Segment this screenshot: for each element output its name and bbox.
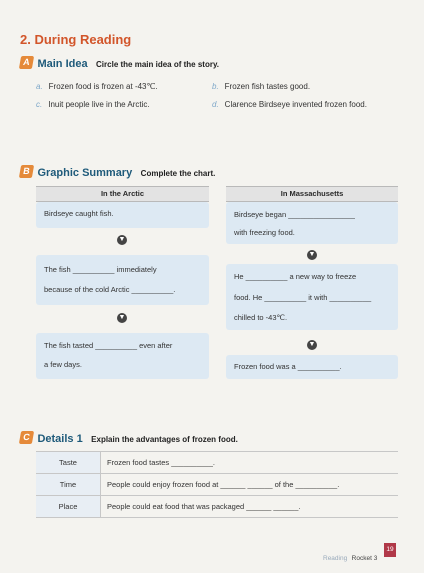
arrow-down-icon: ▼ xyxy=(308,341,316,348)
main-idea-title: Main Idea xyxy=(37,58,88,70)
footer-label: Reading xyxy=(323,555,348,562)
arctic-box-2 xyxy=(36,255,209,305)
row-text: People could eat food that was packaged ______ ______. xyxy=(101,496,399,518)
box-line: Birdseye caught fish. xyxy=(44,209,114,218)
massachusetts-column-header: In Massachusetts xyxy=(226,186,398,202)
box-line: with freezing food. xyxy=(234,228,295,237)
option-text: Inuit people live in the Arctic. xyxy=(48,100,150,109)
arrow-down-icon: ▼ xyxy=(118,236,126,243)
massachusetts-box-3 xyxy=(226,355,398,379)
box-line: Frozen food was a __________. xyxy=(234,362,342,371)
box-line: The fish tasted __________ even after xyxy=(44,341,173,350)
graphic-summary-instruction: Complete the chart. xyxy=(140,169,216,178)
row-label: Time xyxy=(36,474,101,496)
box-line: chilled to -43℃. xyxy=(234,313,288,322)
main-idea-option-b[interactable] xyxy=(212,82,310,91)
table-row xyxy=(36,452,398,474)
main-idea-option-c[interactable] xyxy=(36,100,150,109)
row-label: Place xyxy=(36,496,101,518)
page-number: 19 xyxy=(384,543,396,557)
table-row xyxy=(36,496,398,518)
arctic-column-header: In the Arctic xyxy=(36,186,209,202)
arctic-box-3 xyxy=(36,333,209,379)
option-letter: a. xyxy=(36,82,43,91)
option-letter: b. xyxy=(212,82,219,91)
box-line: a few days. xyxy=(44,360,82,369)
footer-brand: Rocket 3 xyxy=(351,555,378,562)
option-letter: c. xyxy=(36,100,43,109)
details-table xyxy=(36,451,398,518)
massachusetts-box-2 xyxy=(226,264,398,330)
details-instruction: Explain the advantages of frozen food. xyxy=(91,435,238,444)
details-badge: C xyxy=(19,431,34,444)
arrow-down-icon: ▼ xyxy=(308,251,316,258)
section-title: 2. During Reading xyxy=(20,32,132,47)
row-label: Taste xyxy=(36,452,101,474)
main-idea-instruction: Circle the main idea of the story. xyxy=(96,60,220,69)
main-idea-option-d[interactable] xyxy=(212,100,367,109)
option-text: Frozen food is frozen at -43℃. xyxy=(48,82,158,91)
massachusetts-box-1 xyxy=(226,202,398,244)
table-row xyxy=(36,474,398,496)
row-text: Frozen food tastes __________. xyxy=(101,452,399,474)
option-letter: d. xyxy=(212,100,219,109)
main-idea-option-a[interactable] xyxy=(36,82,158,91)
arrow-down-icon: ▼ xyxy=(118,314,126,321)
box-line: The fish __________ immediately xyxy=(44,265,157,274)
option-text: Frozen fish tastes good. xyxy=(224,82,311,91)
graphic-summary-title: Graphic Summary xyxy=(37,167,133,179)
box-line: He __________ a new way to freeze xyxy=(234,272,357,281)
option-text: Clarence Birdseye invented frozen food. xyxy=(224,100,367,109)
graphic-summary-badge: B xyxy=(19,165,34,178)
box-line: food. He __________ it with __________ xyxy=(234,293,372,302)
arctic-box-1 xyxy=(36,202,209,228)
row-text: People could enjoy frozen food at ______ ______ of the __________. xyxy=(101,474,399,496)
footer-book-title xyxy=(323,547,377,565)
graphic-summary-heading xyxy=(20,163,215,181)
details-title: Details 1 xyxy=(37,433,83,445)
details-heading xyxy=(20,429,238,447)
main-idea-heading xyxy=(20,54,219,72)
box-line: Birdseye began ________________ xyxy=(234,210,355,219)
main-idea-badge: A xyxy=(19,56,34,69)
box-line: because of the cold Arctic __________. xyxy=(44,285,176,294)
